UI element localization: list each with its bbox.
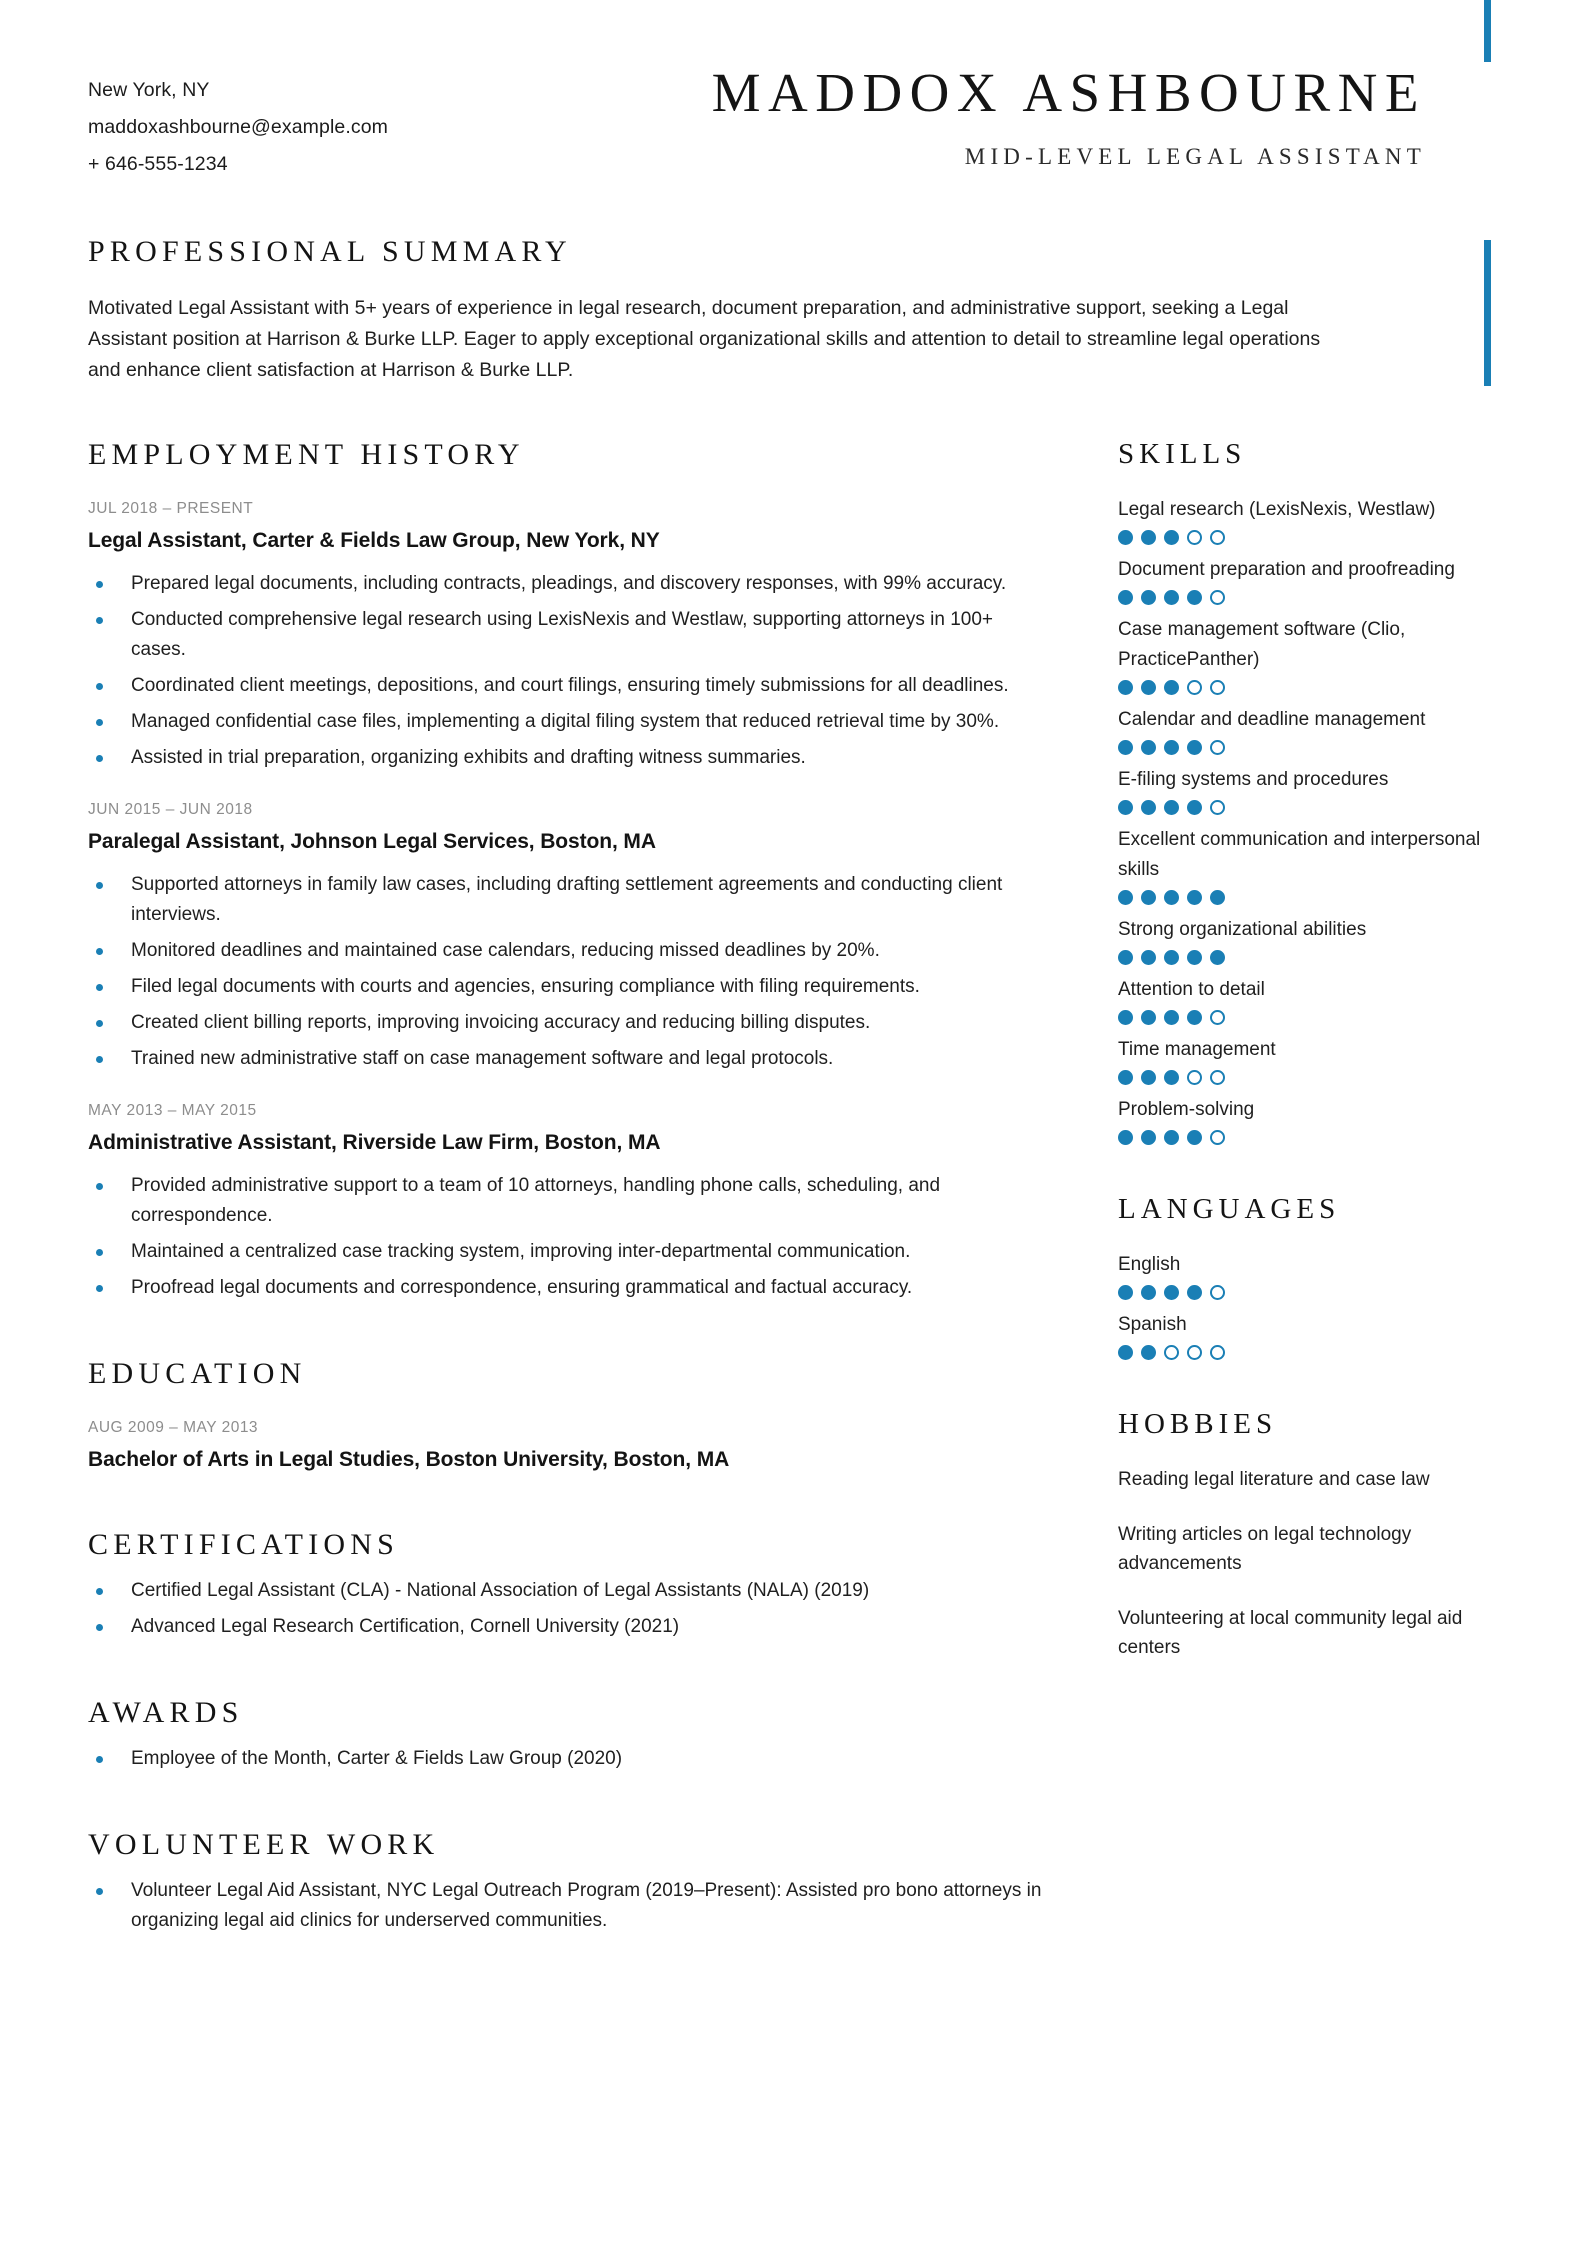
rated-item	[1118, 705, 1498, 755]
rated-item-label: Case management software (Clio, PracticePanther)	[1118, 619, 1406, 670]
rating-dot-empty-icon	[1210, 800, 1225, 815]
rating-dots	[1118, 680, 1498, 695]
bullet-dot-icon	[96, 719, 103, 726]
rating-dot-empty-icon	[1210, 590, 1225, 605]
rating-dot-filled-icon	[1118, 1010, 1133, 1025]
rating-dot-filled-icon	[1118, 950, 1133, 965]
languages-section	[1118, 1193, 1498, 1360]
rating-dot-filled-icon	[1164, 1285, 1179, 1300]
resume-header	[0, 0, 1588, 183]
rating-dots	[1118, 740, 1498, 755]
section-heading-skills: SKILLS	[1118, 438, 1247, 470]
rating-dot-filled-icon	[1141, 800, 1156, 815]
experience-entry	[88, 500, 1048, 773]
rating-dot-filled-icon	[1164, 890, 1179, 905]
bullet-dot-icon	[96, 755, 103, 762]
entry-title: Paralegal Assistant, Johnson Legal Services, Boston, MA	[88, 830, 656, 853]
list-item: Managed confidential case files, implementing a digital filing system that reduced retrieval time by 30%.	[88, 707, 1048, 737]
rated-item-label: Document preparation and proofreading	[1118, 559, 1455, 580]
sidebar-column	[1118, 438, 1498, 1688]
rated-item	[1118, 915, 1498, 965]
hobbies-section	[1118, 1408, 1498, 1662]
entry-date: AUG 2009 – MAY 2013	[88, 1419, 259, 1436]
certifications-section	[88, 1528, 1048, 1642]
list-item: Created client billing reports, improving invoicing accuracy and reducing billing disputes.	[88, 1008, 1048, 1038]
rating-dot-filled-icon	[1141, 1010, 1156, 1025]
list-item: Advanced Legal Research Certification, Cornell University (2021)	[88, 1612, 1048, 1642]
list-item: Provided administrative support to a team of 10 attorneys, handling phone calls, scheduling, and correspondence.	[88, 1171, 1048, 1231]
list-item: Supported attorneys in family law cases, including drafting settlement agreements and conducting client interviews.	[88, 870, 1048, 930]
rating-dot-filled-icon	[1118, 890, 1133, 905]
entry-date: JUL 2018 – PRESENT	[88, 500, 254, 517]
rating-dot-filled-icon	[1187, 950, 1202, 965]
list-item: Filed legal documents with courts and agencies, ensuring compliance with filing requirements.	[88, 972, 1048, 1002]
hobby-item: Writing articles on legal technology advancements	[1118, 1524, 1412, 1574]
main-column	[88, 438, 1048, 1942]
rated-item	[1118, 975, 1498, 1025]
rating-dot-filled-icon	[1118, 1070, 1133, 1085]
list-item: Certified Legal Assistant (CLA) - National Association of Legal Assistants (NALA) (2019)	[88, 1576, 1048, 1606]
hobby-item: Reading legal literature and case law	[1118, 1469, 1430, 1490]
section-heading-languages: LANGUAGES	[1118, 1193, 1341, 1225]
rated-item	[1118, 1310, 1498, 1360]
rating-dot-filled-icon	[1164, 1130, 1179, 1145]
rating-dot-filled-icon	[1210, 890, 1225, 905]
rating-dots	[1118, 1070, 1498, 1085]
rating-dot-filled-icon	[1118, 1345, 1133, 1360]
rating-dot-filled-icon	[1164, 950, 1179, 965]
bullet-dot-icon	[96, 882, 103, 889]
rated-item	[1118, 1035, 1498, 1085]
language-list	[1118, 1250, 1498, 1360]
rating-dot-filled-icon	[1118, 590, 1133, 605]
rating-dots	[1118, 590, 1498, 605]
rating-dot-empty-icon	[1187, 680, 1202, 695]
bullet-dot-icon	[96, 1888, 103, 1895]
body-columns	[0, 386, 1588, 1942]
rating-dot-empty-icon	[1210, 1010, 1225, 1025]
list-item: Monitored deadlines and maintained case calendars, reducing missed deadlines by 20%.	[88, 936, 1048, 966]
rating-dots	[1118, 530, 1498, 545]
rating-dot-filled-icon	[1210, 950, 1225, 965]
list-item: Coordinated client meetings, depositions, and court filings, ensuring timely submissions for all deadlines.	[88, 671, 1048, 701]
summary-text: Motivated Legal Assistant with 5+ years of experience in legal research, document preparation, and administrative support, seeking a Legal Assistant position at Harrison & Burke LLP. Eager to apply exceptional organizational skills and attention to detail to streamline legal operations and enhance client satisfaction at Harrison & Burke LLP.	[88, 297, 1321, 381]
rating-dot-filled-icon	[1164, 680, 1179, 695]
rated-item-label: Strong organizational abilities	[1118, 919, 1367, 940]
employment-history-section	[88, 438, 1048, 1303]
rating-dot-filled-icon	[1118, 740, 1133, 755]
rating-dots	[1118, 1285, 1498, 1300]
bullet-dot-icon	[96, 617, 103, 624]
rating-dot-empty-icon	[1210, 1070, 1225, 1085]
rating-dot-filled-icon	[1164, 800, 1179, 815]
contact-block	[88, 62, 608, 183]
list-item: Volunteer Legal Aid Assistant, NYC Legal Outreach Program (2019–Present): Assisted pro bono attorneys in organizing legal aid clinics for underserved communities.	[88, 1876, 1048, 1936]
rating-dot-filled-icon	[1141, 530, 1156, 545]
rating-dot-filled-icon	[1187, 740, 1202, 755]
contact-location: New York, NY	[88, 79, 210, 101]
candidate-job-title: MID-LEVEL LEGAL ASSISTANT	[964, 144, 1426, 169]
rating-dot-filled-icon	[1118, 680, 1133, 695]
rated-item-label: Excellent communication and interpersonal skills	[1118, 829, 1481, 880]
rating-dots	[1118, 800, 1498, 815]
employment-entry-list	[88, 500, 1048, 1303]
rating-dots	[1118, 1345, 1498, 1360]
rating-dot-empty-icon	[1210, 530, 1225, 545]
skills-section	[1118, 438, 1498, 1145]
rating-dots	[1118, 1130, 1498, 1145]
rating-dot-empty-icon	[1164, 1345, 1179, 1360]
experience-entry	[88, 801, 1048, 1074]
list-item: Trained new administrative staff on case management software and legal protocols.	[88, 1044, 1048, 1074]
list-item: Prepared legal documents, including contracts, pleadings, and discovery responses, with 99% accuracy.	[88, 569, 1048, 599]
list-item: Employee of the Month, Carter & Fields Law Group (2020)	[88, 1744, 1048, 1774]
awards-section	[88, 1696, 1048, 1774]
rating-dot-filled-icon	[1187, 800, 1202, 815]
rating-dots	[1118, 950, 1498, 965]
rated-item-label: E-filing systems and procedures	[1118, 769, 1389, 790]
bullet-dot-icon	[96, 948, 103, 955]
education-entry-list	[88, 1419, 1048, 1474]
rating-dot-filled-icon	[1164, 1070, 1179, 1085]
entry-bullet-list	[88, 870, 1048, 1074]
volunteer-work-section	[88, 1828, 1048, 1936]
rating-dot-filled-icon	[1187, 590, 1202, 605]
rating-dot-filled-icon	[1164, 590, 1179, 605]
rating-dot-filled-icon	[1141, 680, 1156, 695]
rating-dot-filled-icon	[1141, 1345, 1156, 1360]
section-heading-certifications: CERTIFICATIONS	[88, 1528, 400, 1561]
rated-item	[1118, 615, 1498, 695]
rating-dot-filled-icon	[1141, 890, 1156, 905]
rating-dot-filled-icon	[1141, 950, 1156, 965]
entry-date: JUN 2015 – JUN 2018	[88, 801, 253, 818]
rating-dot-filled-icon	[1118, 530, 1133, 545]
section-heading-education: EDUCATION	[88, 1357, 307, 1390]
rating-dot-empty-icon	[1210, 1130, 1225, 1145]
bullet-dot-icon	[96, 1056, 103, 1063]
contact-email[interactable]: maddoxashbourne@example.com	[88, 116, 388, 138]
rated-item	[1118, 1095, 1498, 1145]
certification-list	[88, 1576, 1048, 1642]
rating-dot-empty-icon	[1187, 1070, 1202, 1085]
rated-item	[1118, 825, 1498, 905]
rated-item-label: English	[1118, 1254, 1181, 1275]
list-item: Proofread legal documents and correspondence, ensuring grammatical and factual accuracy.	[88, 1273, 1048, 1303]
rated-item	[1118, 1250, 1498, 1300]
rating-dot-filled-icon	[1141, 1070, 1156, 1085]
section-heading-volunteer: VOLUNTEER WORK	[88, 1828, 440, 1861]
bullet-dot-icon	[96, 1588, 103, 1595]
name-block	[608, 62, 1488, 170]
rating-dot-filled-icon	[1118, 1285, 1133, 1300]
section-heading-employment: EMPLOYMENT HISTORY	[88, 438, 525, 471]
rated-item-label: Calendar and deadline management	[1118, 709, 1426, 730]
rating-dot-filled-icon	[1164, 1010, 1179, 1025]
education-section	[88, 1357, 1048, 1474]
rating-dot-filled-icon	[1187, 1010, 1202, 1025]
professional-summary-section	[0, 183, 1588, 386]
skill-list	[1118, 495, 1498, 1145]
accent-bar-bottom	[1484, 240, 1491, 386]
bullet-dot-icon	[96, 1624, 103, 1631]
rating-dot-empty-icon	[1210, 1285, 1225, 1300]
award-list	[88, 1744, 1048, 1774]
candidate-name: MADDOX ASHBOURNE	[711, 62, 1426, 123]
rated-item-label: Spanish	[1118, 1314, 1187, 1335]
rating-dot-empty-icon	[1187, 1345, 1202, 1360]
bullet-dot-icon	[96, 984, 103, 991]
section-heading-hobbies: HOBBIES	[1118, 1408, 1278, 1440]
rated-item-label: Time management	[1118, 1039, 1276, 1060]
bullet-dot-icon	[96, 683, 103, 690]
rating-dot-filled-icon	[1187, 890, 1202, 905]
entry-date: MAY 2013 – MAY 2015	[88, 1102, 257, 1119]
rated-item-label: Problem-solving	[1118, 1099, 1255, 1120]
rating-dot-filled-icon	[1164, 740, 1179, 755]
rated-item	[1118, 765, 1498, 815]
contact-phone[interactable]: + 646-555-1234	[88, 153, 228, 175]
bullet-dot-icon	[96, 1183, 103, 1190]
entry-title: Administrative Assistant, Riverside Law Firm, Boston, MA	[88, 1131, 661, 1154]
bullet-dot-icon	[96, 581, 103, 588]
rating-dot-filled-icon	[1141, 740, 1156, 755]
rating-dot-filled-icon	[1141, 1130, 1156, 1145]
list-item: Assisted in trial preparation, organizing exhibits and drafting witness summaries.	[88, 743, 1048, 773]
entry-bullet-list	[88, 1171, 1048, 1303]
bullet-dot-icon	[96, 1285, 103, 1292]
entry-bullet-list	[88, 569, 1048, 773]
rating-dot-empty-icon	[1187, 530, 1202, 545]
rating-dots	[1118, 890, 1498, 905]
rating-dot-filled-icon	[1118, 1130, 1133, 1145]
rating-dot-filled-icon	[1118, 800, 1133, 815]
list-item: Conducted comprehensive legal research using LexisNexis and Westlaw, supporting attorneys in 100+ cases.	[88, 605, 1048, 665]
rated-item-label: Legal research (LexisNexis, Westlaw)	[1118, 499, 1436, 520]
rated-item	[1118, 555, 1498, 605]
rating-dot-filled-icon	[1187, 1130, 1202, 1145]
rating-dot-filled-icon	[1187, 1285, 1202, 1300]
entry-title: Bachelor of Arts in Legal Studies, Boston University, Boston, MA	[88, 1448, 730, 1471]
rating-dot-empty-icon	[1210, 680, 1225, 695]
bullet-dot-icon	[96, 1756, 103, 1763]
hobby-item: Volunteering at local community legal aid centers	[1118, 1608, 1463, 1658]
rated-item-label: Attention to detail	[1118, 979, 1265, 1000]
bullet-dot-icon	[96, 1020, 103, 1027]
hobby-list	[1118, 1465, 1498, 1662]
entry-title: Legal Assistant, Carter & Fields Law Group, New York, NY	[88, 529, 660, 552]
experience-entry	[88, 1102, 1048, 1303]
rating-dot-empty-icon	[1210, 740, 1225, 755]
rating-dot-empty-icon	[1210, 1345, 1225, 1360]
bullet-dot-icon	[96, 1249, 103, 1256]
rated-item	[1118, 495, 1498, 545]
section-heading-summary: PROFESSIONAL SUMMARY	[88, 235, 572, 268]
rating-dot-filled-icon	[1164, 530, 1179, 545]
list-item: Maintained a centralized case tracking system, improving inter-departmental communication.	[88, 1237, 1048, 1267]
rating-dot-filled-icon	[1141, 1285, 1156, 1300]
section-heading-awards: AWARDS	[88, 1696, 244, 1729]
volunteer-list	[88, 1876, 1048, 1936]
experience-entry	[88, 1419, 1048, 1474]
rating-dot-filled-icon	[1141, 590, 1156, 605]
rating-dots	[1118, 1010, 1498, 1025]
